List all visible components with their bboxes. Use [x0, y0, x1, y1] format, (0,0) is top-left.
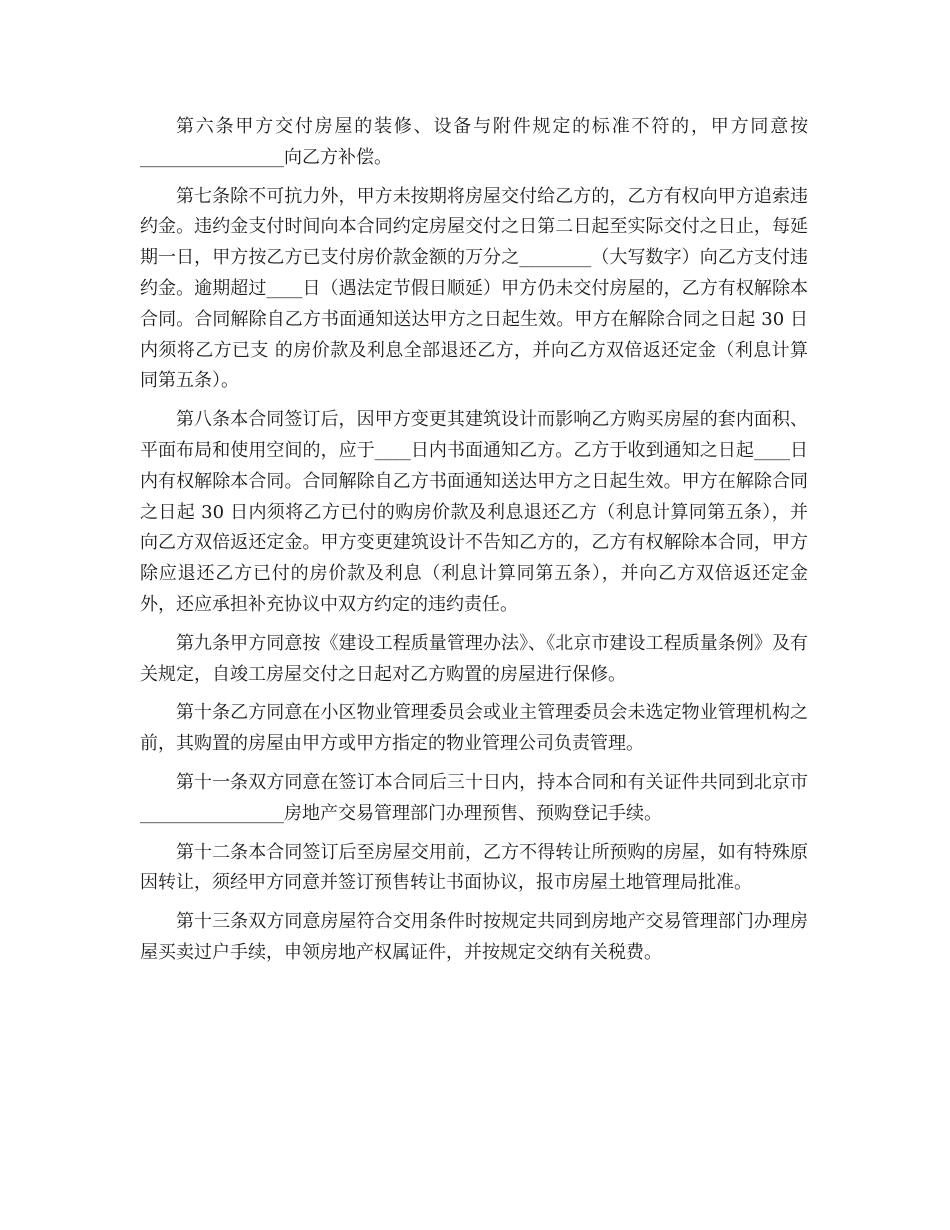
clause-12-paragraph: 第十二条本合同签订后至房屋交用前，乙方不得转让所预购的房屋，如有特殊原因转让，须经甲方同意并签订预售转让书面协议，报市房屋土地管理局批准。	[140, 841, 808, 894]
clause-10-paragraph: 第十条乙方同意在小区物业管理委员会或业主管理委员会未选定物业管理机构之前，其购置的房屋由甲方或甲方指定的物业管理公司负责管理。	[140, 702, 808, 755]
clause-8-paragraph: 第八条本合同签订后，因甲方变更其建筑设计而影响乙方购买房屋的套内面积、平面布局和使用空间的，应于____日内书面通知乙方。乙方于收到通知之日起____日内有权解除本合同。合同解除自乙方书面通知送达甲方之日起生效。甲方在解除合同之日起 30 日内须将乙方已付的购房价款及利息退还乙方（利息计算同第五条），并向乙方双倍返还定金。甲方变更建筑设计不告知乙方的，乙方有权解除本合同，甲方除应退还乙方已付的房价款及利息（利息计算同第五条），并向乙方双倍返还定金外，还应承担补充协议中双方约定的违约责任。	[140, 409, 808, 615]
clause-11-paragraph: 第十一条双方同意在签订本合同后三十日内，持本合同和有关证件共同到北京市________________房地产交易管理部门办理预售、预购登记手续。	[140, 771, 808, 824]
clause-7-paragraph: 第七条除不可抗力外，甲方未按期将房屋交付给乙方的，乙方有权向甲方追索违约金。违约金支付时间向本合同约定房屋交付之日第二日起至实际交付之日止，每延期一日，甲方按乙方已支付房价款金额的万分之________（大写数字）向乙方支付违约金。逾期超过____日（遇法定节假日顺延）甲方仍未交付房屋的，乙方有权解除本合同。合同解除自乙方书面通知送达甲方之日起生效。甲方在解除合同之日起 30 日内须将乙方已支 的房价款及利息全部退还乙方，并向乙方双倍返还定金（利息计算同第五条）。	[140, 185, 808, 392]
clause-13-paragraph: 第十三条双方同意房屋符合交用条件时按规定共同到房地产交易管理部门办理房屋买卖过户手续，申领房地产权属证件，并按规定交纳有关税费。	[140, 911, 808, 963]
document-page	[140, 112, 808, 977]
clause-6-paragraph: 第六条甲方交付房屋的装修、设备与附件规定的标准不符的，甲方同意按________________向乙方补偿。	[140, 116, 808, 168]
clause-9-paragraph: 第九条甲方同意按《建设工程质量管理办法》、《北京市建设工程质量条例》及有关规定，自竣工房屋交付之日起对乙方购置的房屋进行保修。	[140, 632, 808, 685]
